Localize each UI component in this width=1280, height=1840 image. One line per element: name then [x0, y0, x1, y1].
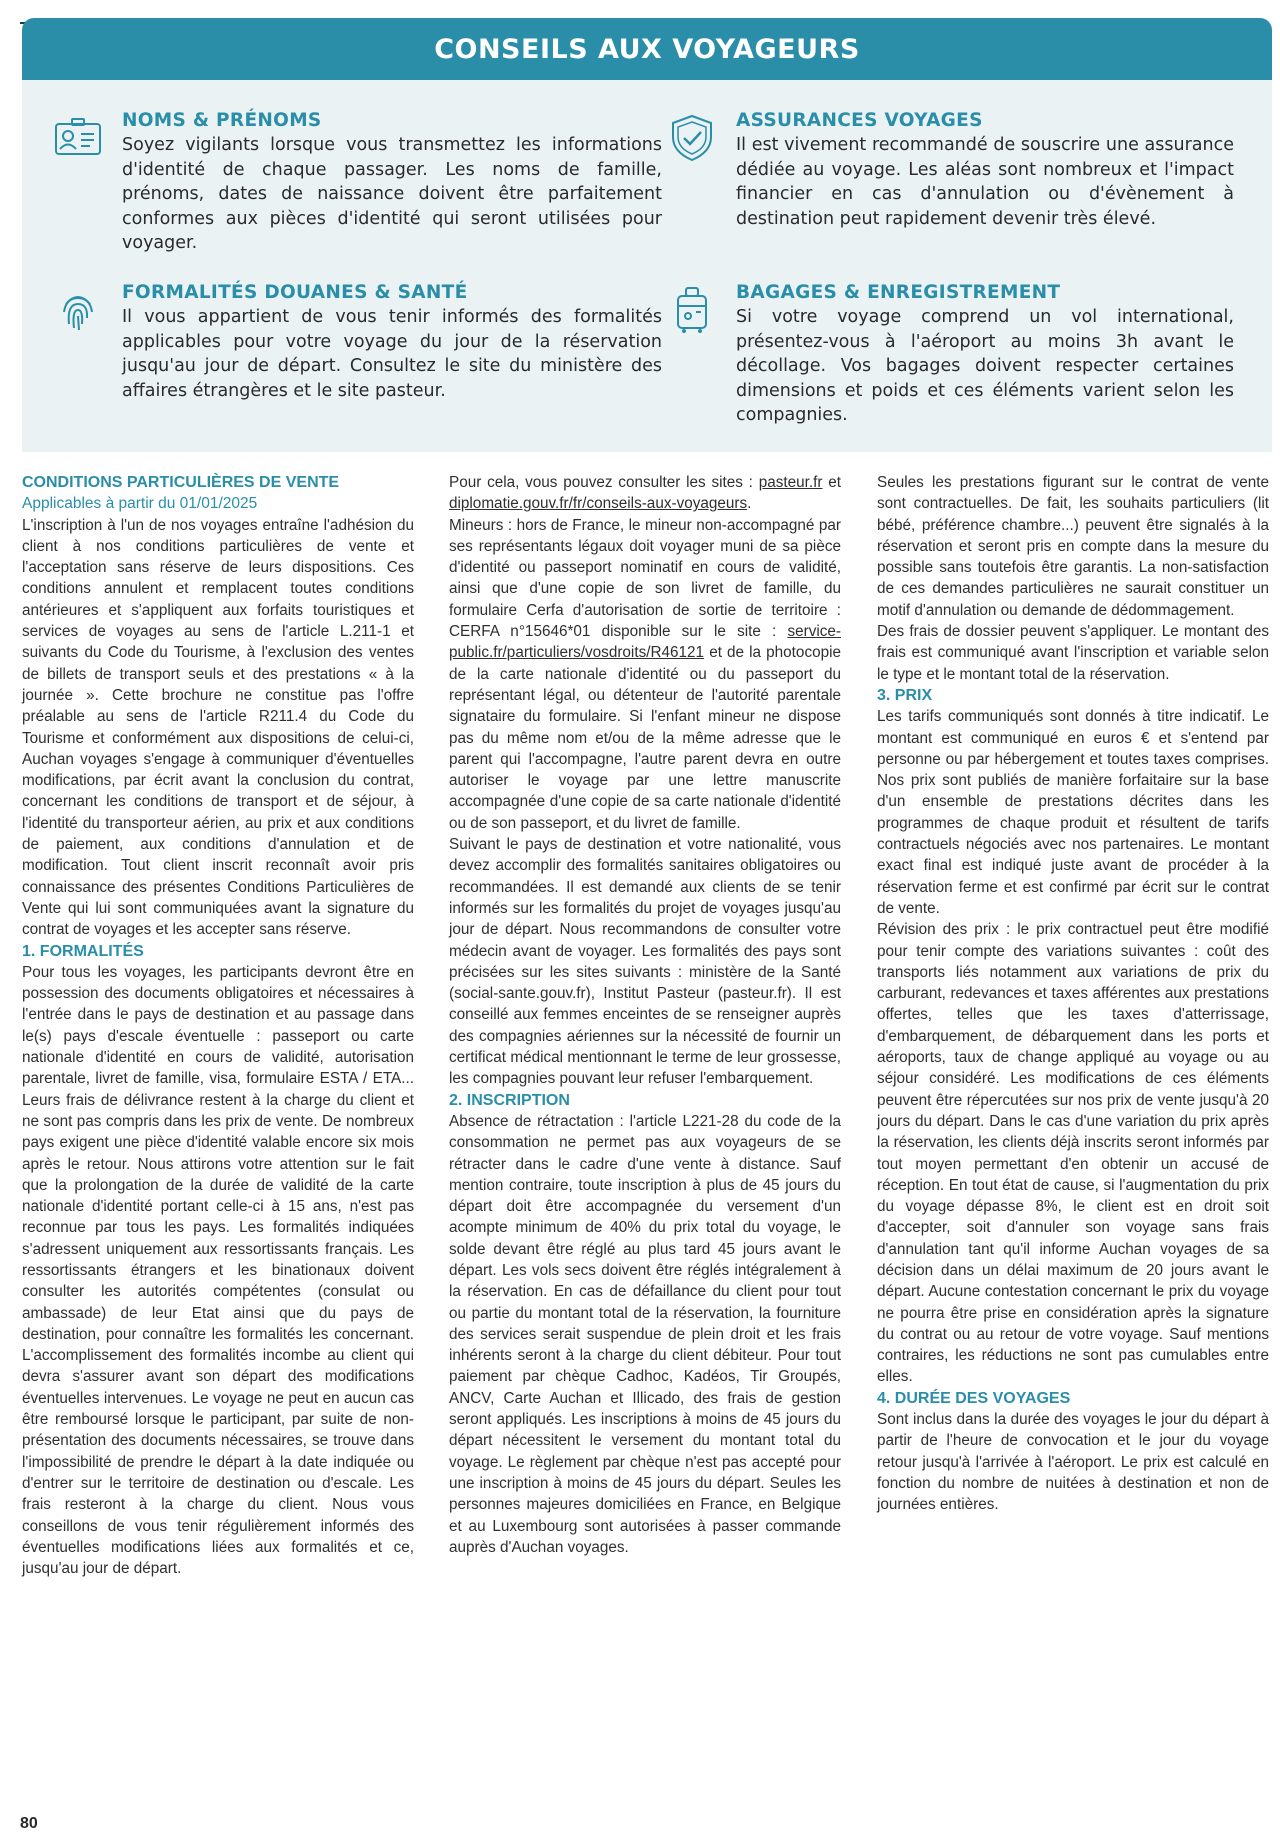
advice-panel: [22, 80, 1272, 452]
section-inscription-text: Absence de rétractation : l'article L221-28 du code de la consommation ne permet pas aux voyageurs de se rétracter dans le cadre d'une vente à distance. Sauf mention contraire, toute inscription à plus de 45 jours du départ doit être accompagnée du versement d'un acompte minimum de 40% du prix total du voyage, le solde devant être réglé au plus tard 45 jours avant le départ. Les vols secs doivent être réglés intégralement à la réservation. En cas de défaillance du client pour tout ou partie du montant total de la réservation, la fourniture des services serait suspendue de plein droit et les frais inhérents seront à la charge du client débiteur. Pour tout paiement par chèque Cadhoc, Kadéos, Tir Groupés, ANCV, Carte Auchan et Illicado, des frais de gestion seront appliqués. Les inscriptions à moins de 45 jours du départ nécessitent le versement du montant total du voyage. Le règlement par chèque n'est pas accepté pour une inscription à moins de 45 jours du départ. Seules les personnes majeures domiciliées en France, en Belgique et au Luxembourg sont autorisées à passer commande auprès d'Auchan voyages.: [449, 1112, 841, 1556]
section-prix-text: Les tarifs communiqués sont donnés à titre indicatif. Le montant est communiqué en euros € et s'entend par personne ou par hébergement et toutes taxes comprises. Nos prix sont publiés de manière forfaitaire sur la base d'un ensemble de prestations décrites dans les programmes de chaque produit et résultent de tarifs contractuels négociés avec nos partenaires. Le montant exact final est indiqué juste avant de procéder à la réservation ferme et est confirmé par écrit sur le contrat de vente.: [877, 708, 1269, 917]
tip-title: FORMALITÉS DOUANES & SANTÉ: [122, 282, 468, 303]
tip-luggage: [736, 282, 1234, 428]
tip-title: BAGAGES & ENREGISTREMENT: [736, 282, 1061, 303]
link-pasteur[interactable]: pasteur.fr: [758, 474, 823, 491]
tip-title: ASSURANCES VOYAGES: [736, 110, 983, 131]
tip-text: Soyez vigilants lorsque vous transmettez les informations d'identité de chaque passager. Les noms de famille, prénoms, dates de naissance doivent être parfaitement conformes aux pièces d'identité qui seront utilisées pour voyager.: [122, 135, 662, 253]
inscription-contract: Seules les prestations figurant sur le contrat de vente sont contractuelles. De fait, les souhaits particuliers (lit bébé, préférence chambre...) peuvent être signalés à la réservation et seront pris en compte dans la mesure du possible sans toutefois être garantis. La non-satisfaction de ces demandes particulières ne saurait constituer un motif d'annulation ou demande de dédommagement.: [877, 474, 1269, 619]
shield-check-icon: [666, 112, 718, 164]
tip-insurance: [736, 110, 1234, 231]
formalites-health: Suivant le pays de destination et votre nationalité, vous devez accomplir des formalités sanitaires obligatoires ou recommandées. Il est demandé aux clients de se tenir informés sur les formalités du projet de voyages jusqu'au jour de départ. Nous recommandons de consulter votre médecin avant de voyager. Les formalités des pays sont précisées sur les sites suivants : ministère de la Santé (social-sante.gouv.fr), Institut Pasteur (pasteur.fr). Il est conseillé aux femmes enceintes de se renseigner auprès des compagnies aériennes sur la nécessité de fournir un certificat médical mentionnant le terme de leur grossesse, les compagnies pouvant leur refuser l'embarquement.: [449, 836, 841, 1088]
advice-header: [22, 18, 1272, 80]
link-diplomatie[interactable]: diplomatie.gouv.fr/fr/conseils-aux-voyageurs: [449, 495, 748, 513]
page-number: 80: [20, 1815, 38, 1832]
advice-title: CONSEILS AUX VOYAGEURS: [434, 33, 860, 65]
tip-text: Il est vivement recommandé de souscrire une assurance dédiée au voyage. Les aléas sont nombreux et l'impact financier en cas d'annulation ou d'évènement à destination peut rapidement devenir très élevé.: [736, 135, 1234, 229]
terms-subtitle: Applicables à partir du 01/01/2025: [22, 495, 258, 513]
terms-column-1: [22, 472, 414, 1579]
terms-column-2: [449, 472, 841, 1558]
section-inscription-title: 2. INSCRIPTION: [449, 1091, 570, 1109]
section-duree-text: Sont inclus dans la durée des voyages le jour du départ à partir de l'heure de convocation et le jour du voyage retour jusqu'à l'arrivée à l'aéroport. Le prix est calculé en fonction du nombre de nuitées à destination et non de journées entières.: [877, 1411, 1269, 1514]
id-card-icon: [52, 112, 104, 164]
inscription-fees: Des frais de dossier peuvent s'appliquer. Le montant des frais est communiqué avant l'inscription et variable selon le type et le montant total de la réservation.: [877, 623, 1269, 683]
terms-intro: L'inscription à l'un de nos voyages entraîne l'adhésion du client à nos conditions particulières de vente et l'acceptation sans réserve de leurs dispositions. Ces conditions annulent et remplacent toutes conditions antérieures et s'appliquent aux forfaits touristiques et services de voyages au sens de l'article L.211-1 et suivants du Code du Tourisme, à l'exclusion des ventes de billets de transport seuls et des prestations « à la journée ». Cette brochure ne constitue pas l'offre préalable au sens de l'article R211.4 du Code du Tourisme et conformément aux dispositions de celui-ci, Auchan voyages s'engage à communiquer d'éventuelles modifications, par écrit avant la conclusion du contrat, concernant les conditions de transport et de séjour, à l'identité du transporteur aérien, au prix et aux conditions de paiement, aux conditions d'annulation et de modification. Tout client inscrit reconnaît avoir pris connaissance des présentes Conditions Particulières de Vente qui lui sont communiquées avant la signature du contrat de voyages et les accepter sans réserve.: [22, 516, 414, 939]
section-duree-title: 4. DURÉE DES VOYAGES: [877, 1389, 1071, 1407]
tip-customs-health: [122, 282, 662, 403]
fingerprint-icon: [52, 284, 104, 336]
tip-names: [122, 110, 662, 256]
tip-text: Si votre voyage comprend un vol international, présentez-vous à l'aéroport au moins 3h avant le décollage. Vos bagages doivent respecter certaines dimensions et poids et ces éléments varient selon les compagnies.: [736, 307, 1234, 425]
section-formalites-title: 1. FORMALITÉS: [22, 942, 144, 960]
formalites-sites: Pour cela, vous pouvez consulter les sites : pasteur.fr et diplomatie.gouv.fr/fr/conseils-aux-voyageurs.: [449, 474, 842, 513]
luggage-icon: [666, 284, 718, 336]
tip-text: Il vous appartient de vous tenir informés des formalités applicables pour votre voyage du jour de la réservation jusqu'au jour de départ. Consultez le site du ministère des affaires étrangères et le site pasteur.: [122, 307, 662, 401]
section-formalites-text: Pour tous les voyages, les participants devront être en possession des documents obligatoires et nécessaires à l'entrée dans le pays de destination et au passage dans le(s) pays d'escale éventuelle : passeport ou carte nationale d'identité en cours de validité, autorisation parentale, livret de famille, visa, formulaire ESTA / ETA... Leurs frais de délivrance restent à la charge du client et ne sont pas compris dans les prix de vente. De nombreux pays exigent une pièce d'identité valable encore six mois après le retour. Nous attirons votre attention sur le fait que la prolongation de la durée de validité de la carte nationale d'identité portant celle-ci à 15 ans, n'est pas reconnue par tous les pays. Les formalités indiquées s'adressent uniquement aux ressortissants français. Les ressortissants étrangers et les binationaux doivent consulter les autorités compétentes (consulat ou ambassade) de leur Etat ainsi que du pays de destination, pour connaître les formalités les concernant. L'accomplissement des formalités incombe au client qui devra s'assurer avant son départ des modifications éventuelles intervenues. Le voyage ne peut en aucun cas être remboursé lorsque le participant, par suite de non-présentation des documents nécessaires, se trouve dans l'impossibilité de prendre le départ à la date indiquée ou d'entrer sur le territoire de destination ou d'escale. Les frais resteront à la charge du client. Nous vous conseillons de vous tenir régulièrement informés des éventuelles modifications liées aux formalités et ce, jusqu'au jour de départ.: [22, 963, 414, 1578]
tip-title: NOMS & PRÉNOMS: [122, 110, 322, 131]
terms-column-3: [877, 472, 1269, 1516]
formalites-minors: Mineurs : hors de France, le mineur non-accompagné par ses représentants légaux doit voyager muni de sa pièce d'identité ou passeport nominatif en cours de validité, ainsi que d'une copie de son livret de famille, du formulaire Cerfa d'autorisation de sortie de territoire : CERFA n°15646*01 disponible sur le site : service-public.fr/particuliers/vosdroits/R46121 et de la photocopie de la carte nationale d'identité ou du passeport du représentant légal, ou détenteur de l'autorité parentale signataire du formulaire. Si l'enfant mineur ne dispose pas du même nom et/ou de la même adresse que le parent qui l'accompagne, l'autre parent devra en outre autoriser le voyage par une lettre manuscrite accompagnée d'une copie de sa carte nationale d'identité ou de son passeport, et du livret de famille.: [449, 516, 842, 832]
section-prix-revision: Révision des prix : le prix contractuel peut être modifié pour tenir compte des variations suivantes : coût des transports liés notamment aux variations de prix du carburant, redevances et taxes afférentes aux prestations offertes, telles que les taxes d'atterrissage, d'embarquement, de débarquement dans les ports et aéroports, taux de change appliqué au voyage ou au séjour considéré. Les modifications de ces éléments peuvent être répercutées sur nos prix de vente jusqu'à 20 jours du départ. Dans le cas d'une variation du prix après la réservation, les clients déjà inscrits seront informés par tout moyen permettant d'en obtenir un accusé de réception. En tout état de cause, si l'augmentation du prix du voyage dépasse 8%, le client est en droit soit d'accepter, soit d'annuler son voyage sans frais d'annulation tant qu'il informe Auchan voyages de sa décision dans un délai maximum de 20 jours avant le départ. Aucune contestation concernant le prix du voyage ne pourra être prise en considération après la signature du contrat ou au retour de votre voyage. Sauf mentions contraires, les réductions ne sont pas cumulables entre elles.: [877, 921, 1269, 1386]
terms-title: CONDITIONS PARTICULIÈRES DE VENTE: [22, 474, 340, 491]
link-service-public[interactable]: service-public.fr/particuliers/vosdroits/R46121: [449, 623, 841, 662]
section-prix-title: 3. PRIX: [877, 686, 933, 704]
